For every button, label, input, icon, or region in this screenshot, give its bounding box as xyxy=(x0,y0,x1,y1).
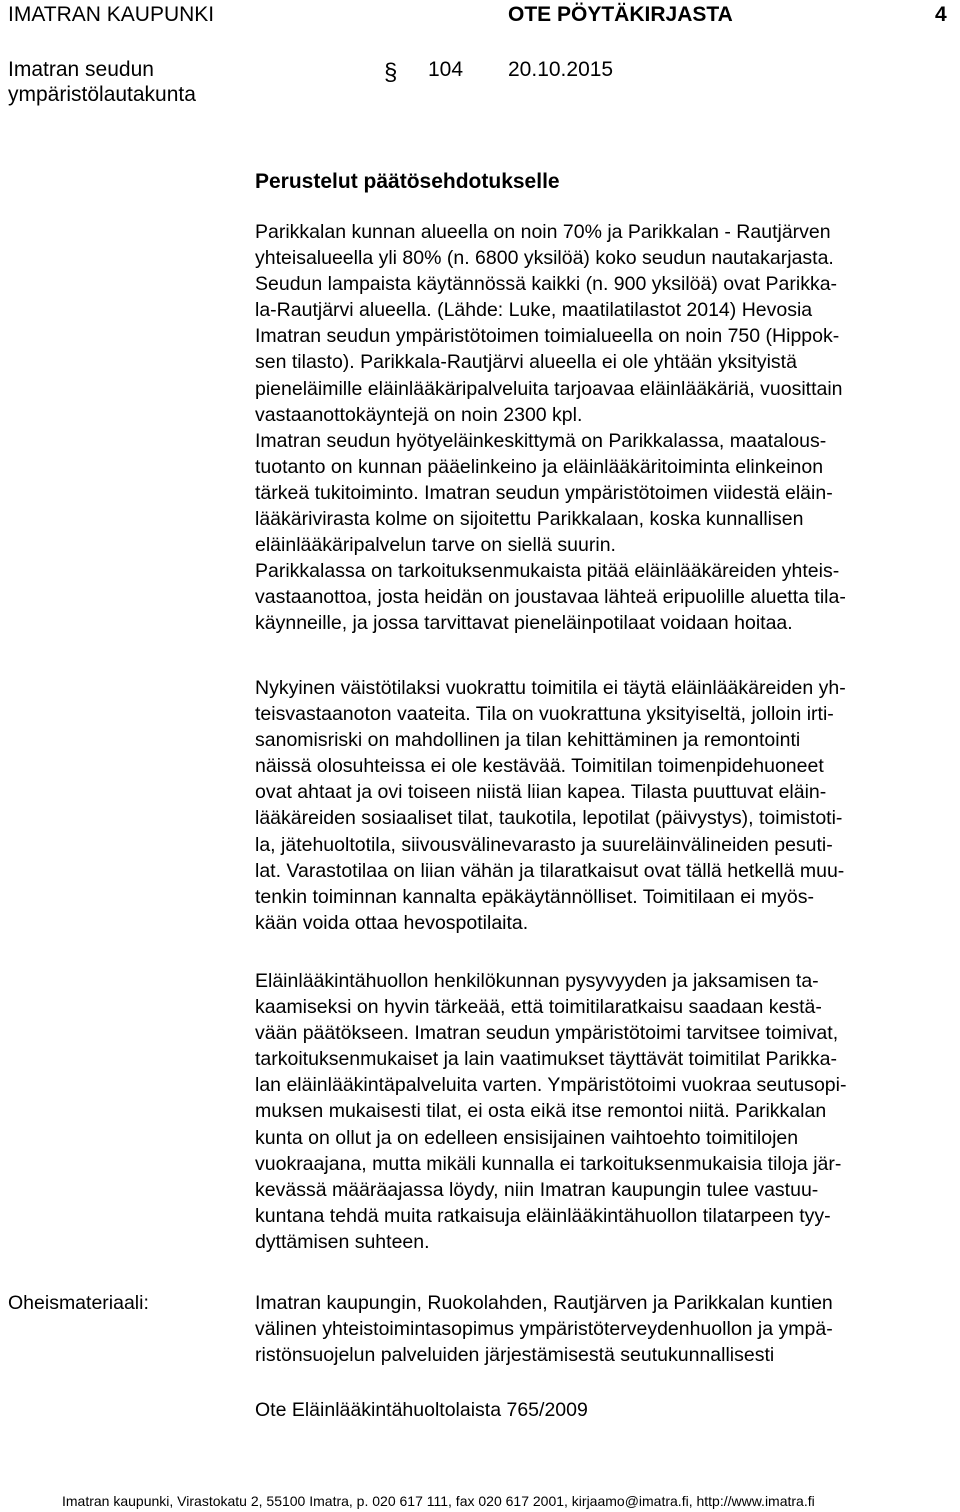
text-line: teisvastaanoton vaateita. Tila on vuokrattuna yksityiseltä, jolloin irti- xyxy=(255,703,834,726)
paragraph-3 xyxy=(255,968,945,1255)
text-line: eläinlääkäripalvelun tarve on siellä suurin. xyxy=(255,534,616,557)
text-line: Parikkalassa on tarkoituksenmukaista pitää eläinlääkäreiden yhteis- xyxy=(255,560,840,583)
text-line: tärkeä tukitoiminto. Imatran seudun ympäristötoimen viidestä eläin- xyxy=(255,481,833,504)
text-line: vastaanottoa, josta heidän on joustavaa lähteä eripuolille aluetta tila- xyxy=(255,586,846,609)
attachment-item-2 xyxy=(255,1397,945,1423)
text-line: Ote Eläinlääkintähuoltolaista 765/2009 xyxy=(255,1399,588,1421)
text-line: ovat ahtaat ja ovi toiseen niistä liian kapea. Tilasta puuttuvat eläin- xyxy=(255,781,827,804)
text-line: muksen mukaisesti tilat, ei osta eikä itse remontoi niitä. Parikkalan xyxy=(255,1100,827,1123)
text-line: kuntana tehdä muita ratkaisuja eläinlääkintähuollon tilatarpeen tyy- xyxy=(255,1204,831,1227)
attachments-label: Oheismateriaali: xyxy=(8,1292,149,1314)
text-line: la, jätehuoltotila, siivousvälinevarasto ja suureläinvälineiden pesuti- xyxy=(255,833,833,856)
text-line: la-Rautjärvi alueella. (Lähde: Luke, maatilatilastot 2014) Hevosia xyxy=(255,299,813,322)
section-number: 104 xyxy=(428,58,464,81)
text-line: vään päätökseen. Imatran seudun ympäristötoimi tarvitsee toimivat, xyxy=(255,1022,839,1045)
text-line: välinen yhteistoimintasopimus ympäristöterveydenhuollon ja ympä- xyxy=(255,1318,833,1341)
text-line: tarkoituksenmukaiset ja lain vaatimukset täyttävät toimitilat Parikka- xyxy=(255,1048,837,1071)
text-line: ristönsuojelun palveluiden järjestämisestä seutukunnallisesti xyxy=(255,1344,775,1367)
text-line: kunta on ollut ja on edelleen ensisijainen vaihtoehto toimitilojen xyxy=(255,1126,799,1149)
text-line: kevässä määräajassa löydy, niin Imatran kaupungin tulee vastuu- xyxy=(255,1178,819,1201)
text-line: kaamiseksi on hyvin tärkeää, että toimitilaratkaisu saadaan kestä- xyxy=(255,996,822,1019)
text-line: Imatran seudun hyötyeläinkeskittymä on Parikkalassa, maatalous- xyxy=(255,429,827,452)
document-type: OTE PÖYTÄKIRJASTA xyxy=(508,3,733,26)
text-line: pieneläimille eläinlääkäripalveluita tarjoavaa eläinlääkäriä, vuosittain xyxy=(255,377,843,400)
text-line: näissä olosuhteissa ei ole kestävää. Toimitilan toimenpidehuoneet xyxy=(255,755,824,778)
org-name: IMATRAN KAUPUNKI xyxy=(8,3,215,26)
committee-name-line2: ympäristölautakunta xyxy=(8,83,196,106)
text-line: lat. Varastotilaa on liian vähän ja tilaratkaisut ovat tällä hetkellä muu- xyxy=(255,859,845,882)
page-footer: Imatran kaupunki, Virastokatu 2, 55100 Imatra, p. 020 617 111, fax 020 617 2001, kirjaamo@imatra.fi, http://www.imatra.fi xyxy=(62,1493,815,1509)
text-line: sanomisriski on mahdollinen ja tilan kehittäminen ja remontointi xyxy=(255,729,801,752)
text-line: käynneille, ja jossa tarvittavat pieneläinpotilaat voidaan hoitaa. xyxy=(255,612,793,635)
text-line: tenkin toiminnan kannalta epäkäytännölliset. Toimitilaan ei myös- xyxy=(255,885,814,908)
text-line: lääkäreiden sosiaaliset tilat, taukotila, lepotilat (päivystys), toimistoti- xyxy=(255,807,843,830)
text-line: Parikkalan kunnan alueella on noin 70% ja Parikkalan - Rautjärven xyxy=(255,221,831,243)
text-line: vuokraajana, mutta mikäli kunnalla ei tarkoituksenmukaisia tiloja jär- xyxy=(255,1152,842,1175)
text-line: lan eläinlääkintäpalveluita varten. Ympäristötoimi vuokraa seutusopi- xyxy=(255,1074,847,1097)
text-line: dyttämisen suhteen. xyxy=(255,1230,430,1253)
text-line: Seudun lampaista käytännössä kaikki (n. 900 yksilöä) ovat Parikka- xyxy=(255,273,838,296)
paragraph-2 xyxy=(255,675,945,936)
text-line: yhteisalueella yli 80% (n. 6800 yksilöä) koko seudun nautakarjasta. xyxy=(255,247,834,270)
text-line: sen tilasto). Parikkala-Rautjärvi alueella ei ole yhtään yksityistä xyxy=(255,351,797,374)
page-number: 4 xyxy=(935,3,947,26)
text-line: Eläinlääkintähuollon henkilökunnan pysyvyyden ja jaksamisen ta- xyxy=(255,970,819,992)
paragraph-1 xyxy=(255,219,945,637)
text-line: Imatran kaupungin, Ruokolahden, Rautjärven ja Parikkalan kuntien xyxy=(255,1292,833,1314)
text-line: tuotanto on kunnan pääelinkeino ja eläinlääkäritoiminta elinkeinon xyxy=(255,455,824,478)
committee-name-line1: Imatran seudun xyxy=(8,58,154,81)
section-title: Perustelut päätösehdotukselle xyxy=(255,170,560,193)
attachment-item-1 xyxy=(255,1290,945,1368)
text-line: lääkärivirasta kolme on sijoitettu Parikkalaan, koska kunnallisen xyxy=(255,508,804,531)
text-line: vastaanottokäyntejä on noin 2300 kpl. xyxy=(255,403,583,426)
section-sign-icon xyxy=(382,58,410,86)
svg-text:§: § xyxy=(384,59,398,86)
text-line: kään voida ottaa hevospotilaita. xyxy=(255,911,529,934)
meeting-date: 20.10.2015 xyxy=(508,58,614,81)
text-line: Imatran seudun ympäristötoimen toimialueella on noin 750 (Hippok- xyxy=(255,325,840,348)
text-line: Nykyinen väistötilaksi vuokrattu toimitila ei täytä eläinlääkäreiden yh- xyxy=(255,677,846,699)
